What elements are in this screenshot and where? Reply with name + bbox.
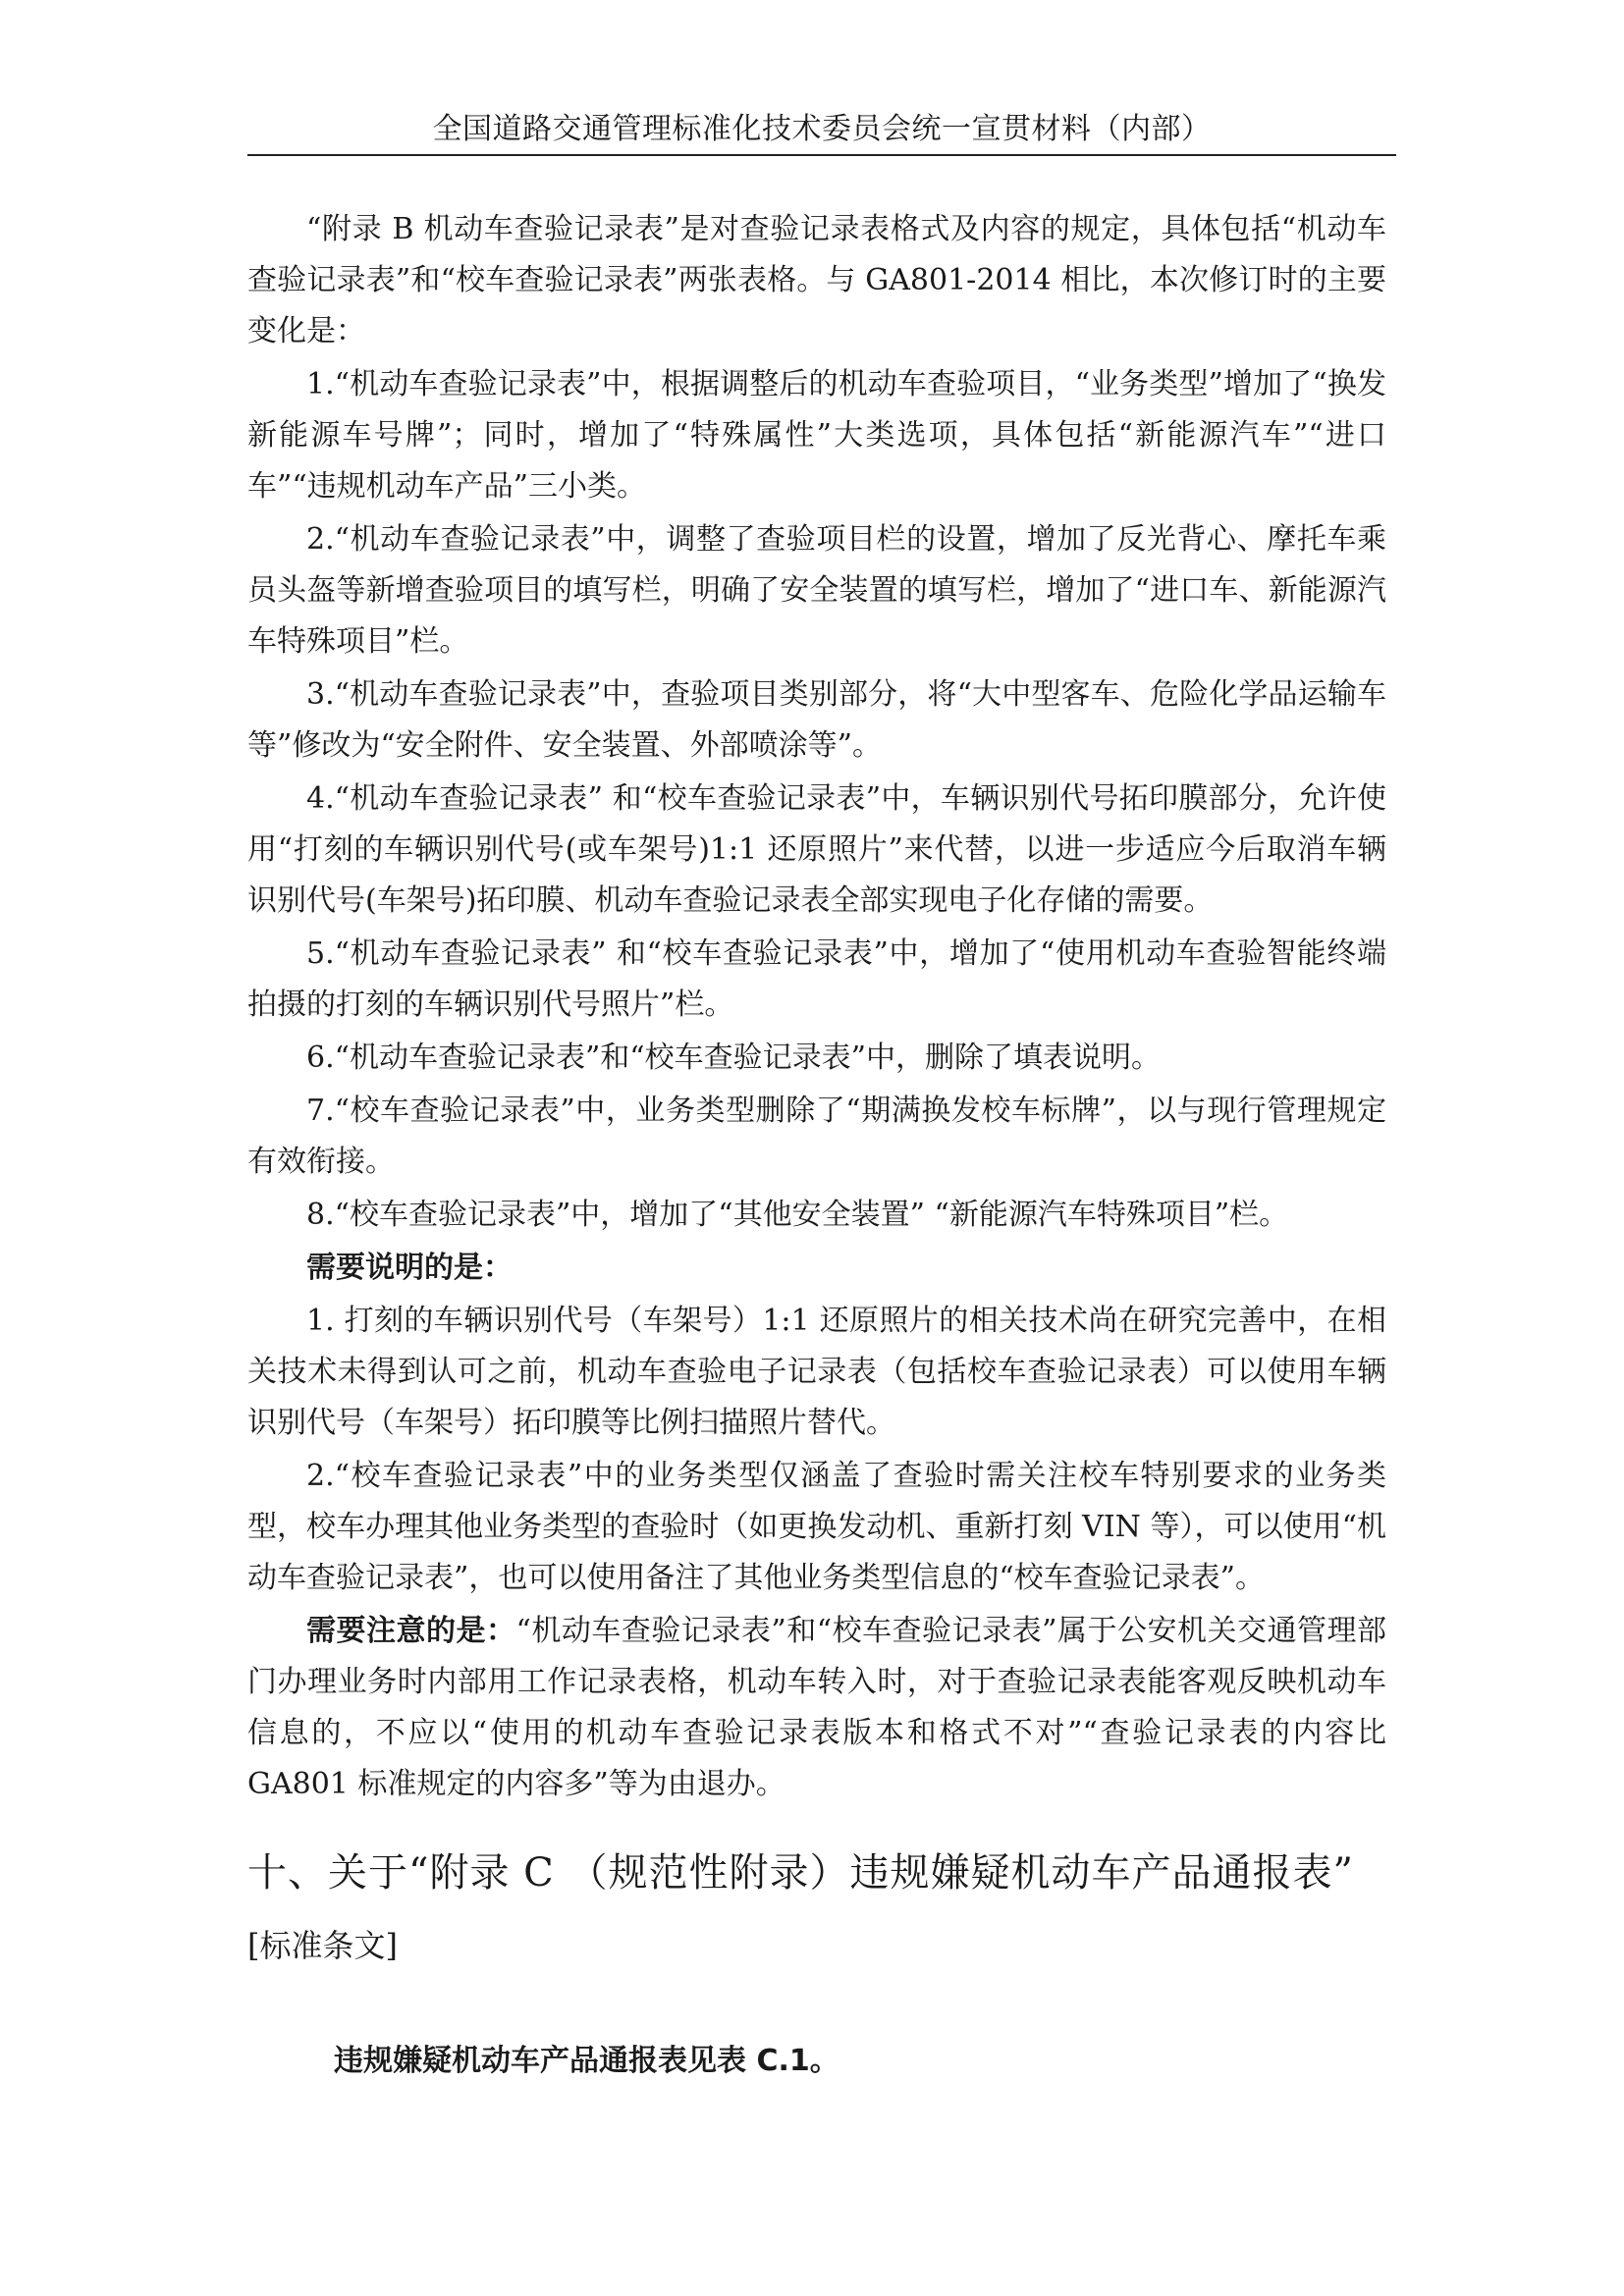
explain-item-1: 1. 打刻的车辆识别代号（车架号）1:1 还原照片的相关技术尚在研究完善中，在相关技术未得到认可之前，机动车查验电子记录表（包括校车查验记录表）可以使用车辆识别代号（车架号）拓印膜等比例扫描照片替代。 [247, 1304, 1386, 1440]
change-item-7: 7.“校车查验记录表”中，业务类型删除了“期满换发校车标牌”，以与现行管理规定有效衔接。 [247, 1094, 1386, 1179]
intro-paragraph: “附录 B 机动车查验记录表”是对查验记录表格式及内容的规定，具体包括“机动车查验记录表”和“校车查验记录表”两张表格。与 GA801-2014 相比，本次修订时的主要变化是： [247, 212, 1386, 348]
change-item-4: 4.“机动车查验记录表” 和“校车查验记录表”中，车辆识别代号拓印膜部分，允许使用“打刻的车辆识别代号(或车架号)1:1 还原照片”来代替，以进一步适应今后取消车辆识别代号(车架号)拓印膜、机动车查验记录表全部实现电子化存储的需要。 [247, 781, 1386, 918]
note-paragraph [247, 1606, 1386, 1810]
note-lead: 需要注意的是： [306, 1614, 516, 1648]
table-reference: 违规嫌疑机动车产品通报表见表 C.1。 [334, 2044, 839, 2078]
change-item-5: 5.“机动车查验记录表” 和“校车查验记录表”中，增加了“使用机动车查验智能终端拍摄的打刻的车辆识别代号照片”栏。 [247, 936, 1386, 1022]
change-item-6: 6.“机动车查验记录表”和“校车查验记录表”中，删除了填表说明。 [306, 1041, 1161, 1075]
header-divider [247, 154, 1396, 156]
section-title: 十、关于“附录 C （规范性附录）违规嫌疑机动车产品通报表” [247, 1850, 1354, 1896]
change-item-3: 3.“机动车查验记录表”中，查验项目类别部分，将“大中型客车、危险化学品运输车等”修改为“安全附件、安全装置、外部喷涂等”。 [247, 677, 1386, 763]
explain-item-2: 2.“校车查验记录表”中的业务类型仅涵盖了查验时需关注校车特别要求的业务类型，校车办理其他业务类型的查验时（如更换发动机、重新打刻 VIN 等），可以使用“机动车查验记录表”，也可以使用备注了其他业务类型信息的“校车查验记录表”。 [247, 1459, 1386, 1595]
change-item-2: 2.“机动车查验记录表”中，调整了查验项目栏的设置，增加了反光背心、摩托车乘员头盔等新增查验项目的填写栏，明确了安全装置的填写栏，增加了“进口车、新能源汽车特殊项目”栏。 [247, 522, 1386, 659]
note-text: “机动车查验记录表”和“校车查验记录表”属于公安机关交通管理部门办理业务时内部用工作记录表格，机动车转入时，对于查验记录表能客观反映机动车信息的，不应以“使用的机动车查验记录表版本和格式不对”“查验记录表的内容比 GA801 标准规定的内容多”等为由退办。 [247, 1614, 1386, 1801]
explain-heading: 需要说明的是： [306, 1251, 513, 1285]
standard-clause-label: [标准条文] [247, 1927, 398, 1964]
change-item-8: 8.“校车查验记录表”中，增加了“其他安全装置” “新能源汽车特殊项目”栏。 [306, 1198, 1289, 1232]
page-header: 全国道路交通管理标准化技术委员会统一宣贯材料（内部） [432, 112, 1212, 146]
document-body [247, 204, 1386, 1812]
change-item-1: 1.“机动车查验记录表”中，根据调整后的机动车查验项目，“业务类型”增加了“换发新能源车号牌”；同时，增加了“特殊属性”大类选项，具体包括“新能源汽车”“进口车”“违规机动车产品”三小类。 [247, 367, 1386, 504]
